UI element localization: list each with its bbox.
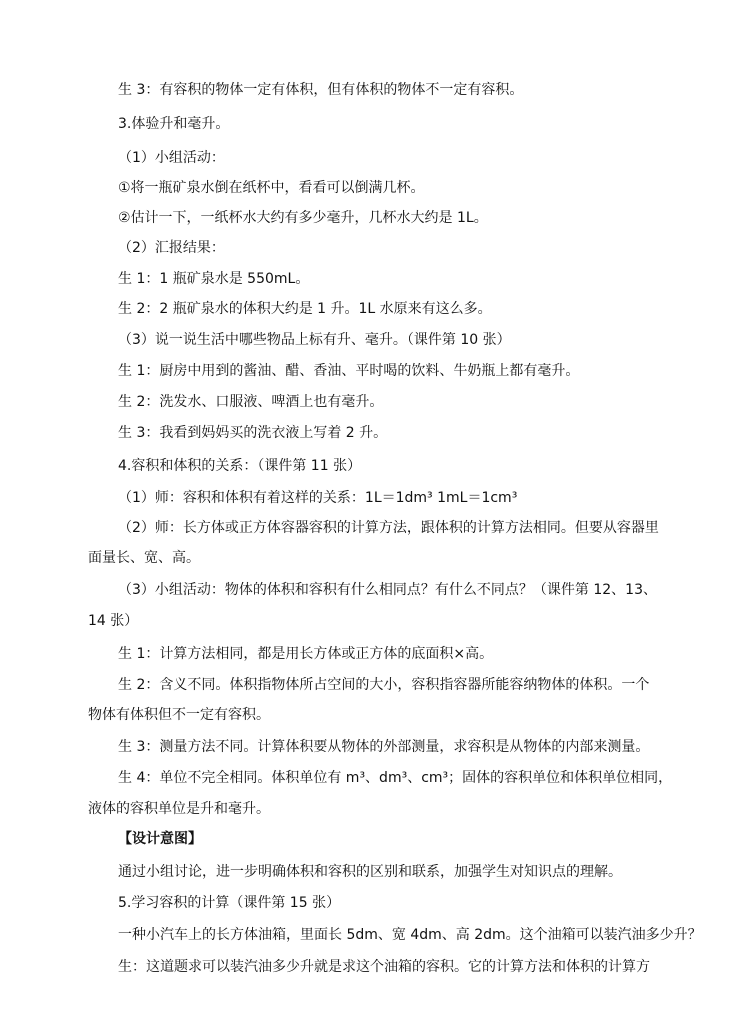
text-line: 生 1：计算方法相同，都是用长方体或正方体的底面积×高。 xyxy=(118,646,494,662)
text-line: （3）小组活动：物体的体积和容积有什么相同点？有什么不同点？（课件第 12、13、 xyxy=(118,582,657,598)
text-line: ②估计一下，一纸杯水大约有多少毫升，几杯水大约是 1L。 xyxy=(118,210,488,226)
text-line: 通过小组讨论，进一步明确体积和容积的区别和联系，加强学生对知识点的理解。 xyxy=(118,864,622,880)
text-line: （2）汇报结果： xyxy=(118,240,225,256)
text-line: 面量长、宽、高。 xyxy=(88,550,200,566)
section-heading: 【设计意图】 xyxy=(118,831,202,847)
text-line: ①将一瓶矿泉水倒在纸杯中，看看可以倒满几杯。 xyxy=(118,180,425,196)
text-line: 14 张） xyxy=(88,613,139,629)
text-line: 生 3：我看到妈妈买的洗衣液上写着 2 升。 xyxy=(118,425,388,441)
text-line: 一种小汽车上的长方体油箱，里面长 5dm、宽 4dm、高 2dm。这个油箱可以装汽油多少升？ xyxy=(118,927,702,943)
text-line: 3.体验升和毫升。 xyxy=(118,116,230,132)
text-line: 液体的容积单位是升和毫升。 xyxy=(88,801,270,817)
text-line: 生 2：洗发水、口服液、啤酒上也有毫升。 xyxy=(118,394,384,410)
text-line: 物体有体积但不一定有容积。 xyxy=(88,707,270,723)
text-line: 生 1：1 瓶矿泉水是 550mL。 xyxy=(118,271,310,287)
text-line: 生 3：测量方法不同。计算体积要从物体的外部测量，求容积是从物体的内部来测量。 xyxy=(118,739,650,755)
text-line: （2）师：长方体或正方体容器容积的计算方法，跟体积的计算方法相同。但要从容器里 xyxy=(118,520,659,536)
text-line: 4.容积和体积的关系：（课件第 11 张） xyxy=(118,458,362,474)
text-line: 生 2：2 瓶矿泉水的体积大约是 1 升。1L 水原来有这么多。 xyxy=(118,301,492,317)
text-line: 5.学习容积的计算（课件第 15 张） xyxy=(118,895,341,911)
text-line: 生 2：含义不同。体积指物体所占空间的大小，容积指容器所能容纳物体的体积。一个 xyxy=(118,677,650,693)
text-line: 生 1：厨房中用到的酱油、醋、香油、平时喝的饮料、牛奶瓶上都有毫升。 xyxy=(118,363,580,379)
text-line: （1）小组活动： xyxy=(118,150,225,166)
text-line: 生：这道题求可以装汽油多少升就是求这个油箱的容积。它的计算方法和体积的计算方 xyxy=(118,959,650,975)
text-line: 生 3：有容积的物体一定有体积，但有体积的物体不一定有容积。 xyxy=(118,82,524,98)
text-line: （3）说一说生活中哪些物品上标有升、毫升。（课件第 10 张） xyxy=(118,332,511,348)
text-line: 生 4：单位不完全相同。体积单位有 m³、dm³、cm³；固体的容积单位和体积单位相同， xyxy=(118,770,673,786)
text-line: （1）师：容积和体积有着这样的关系：1L＝1dm³ 1mL＝1cm³ xyxy=(118,490,518,506)
